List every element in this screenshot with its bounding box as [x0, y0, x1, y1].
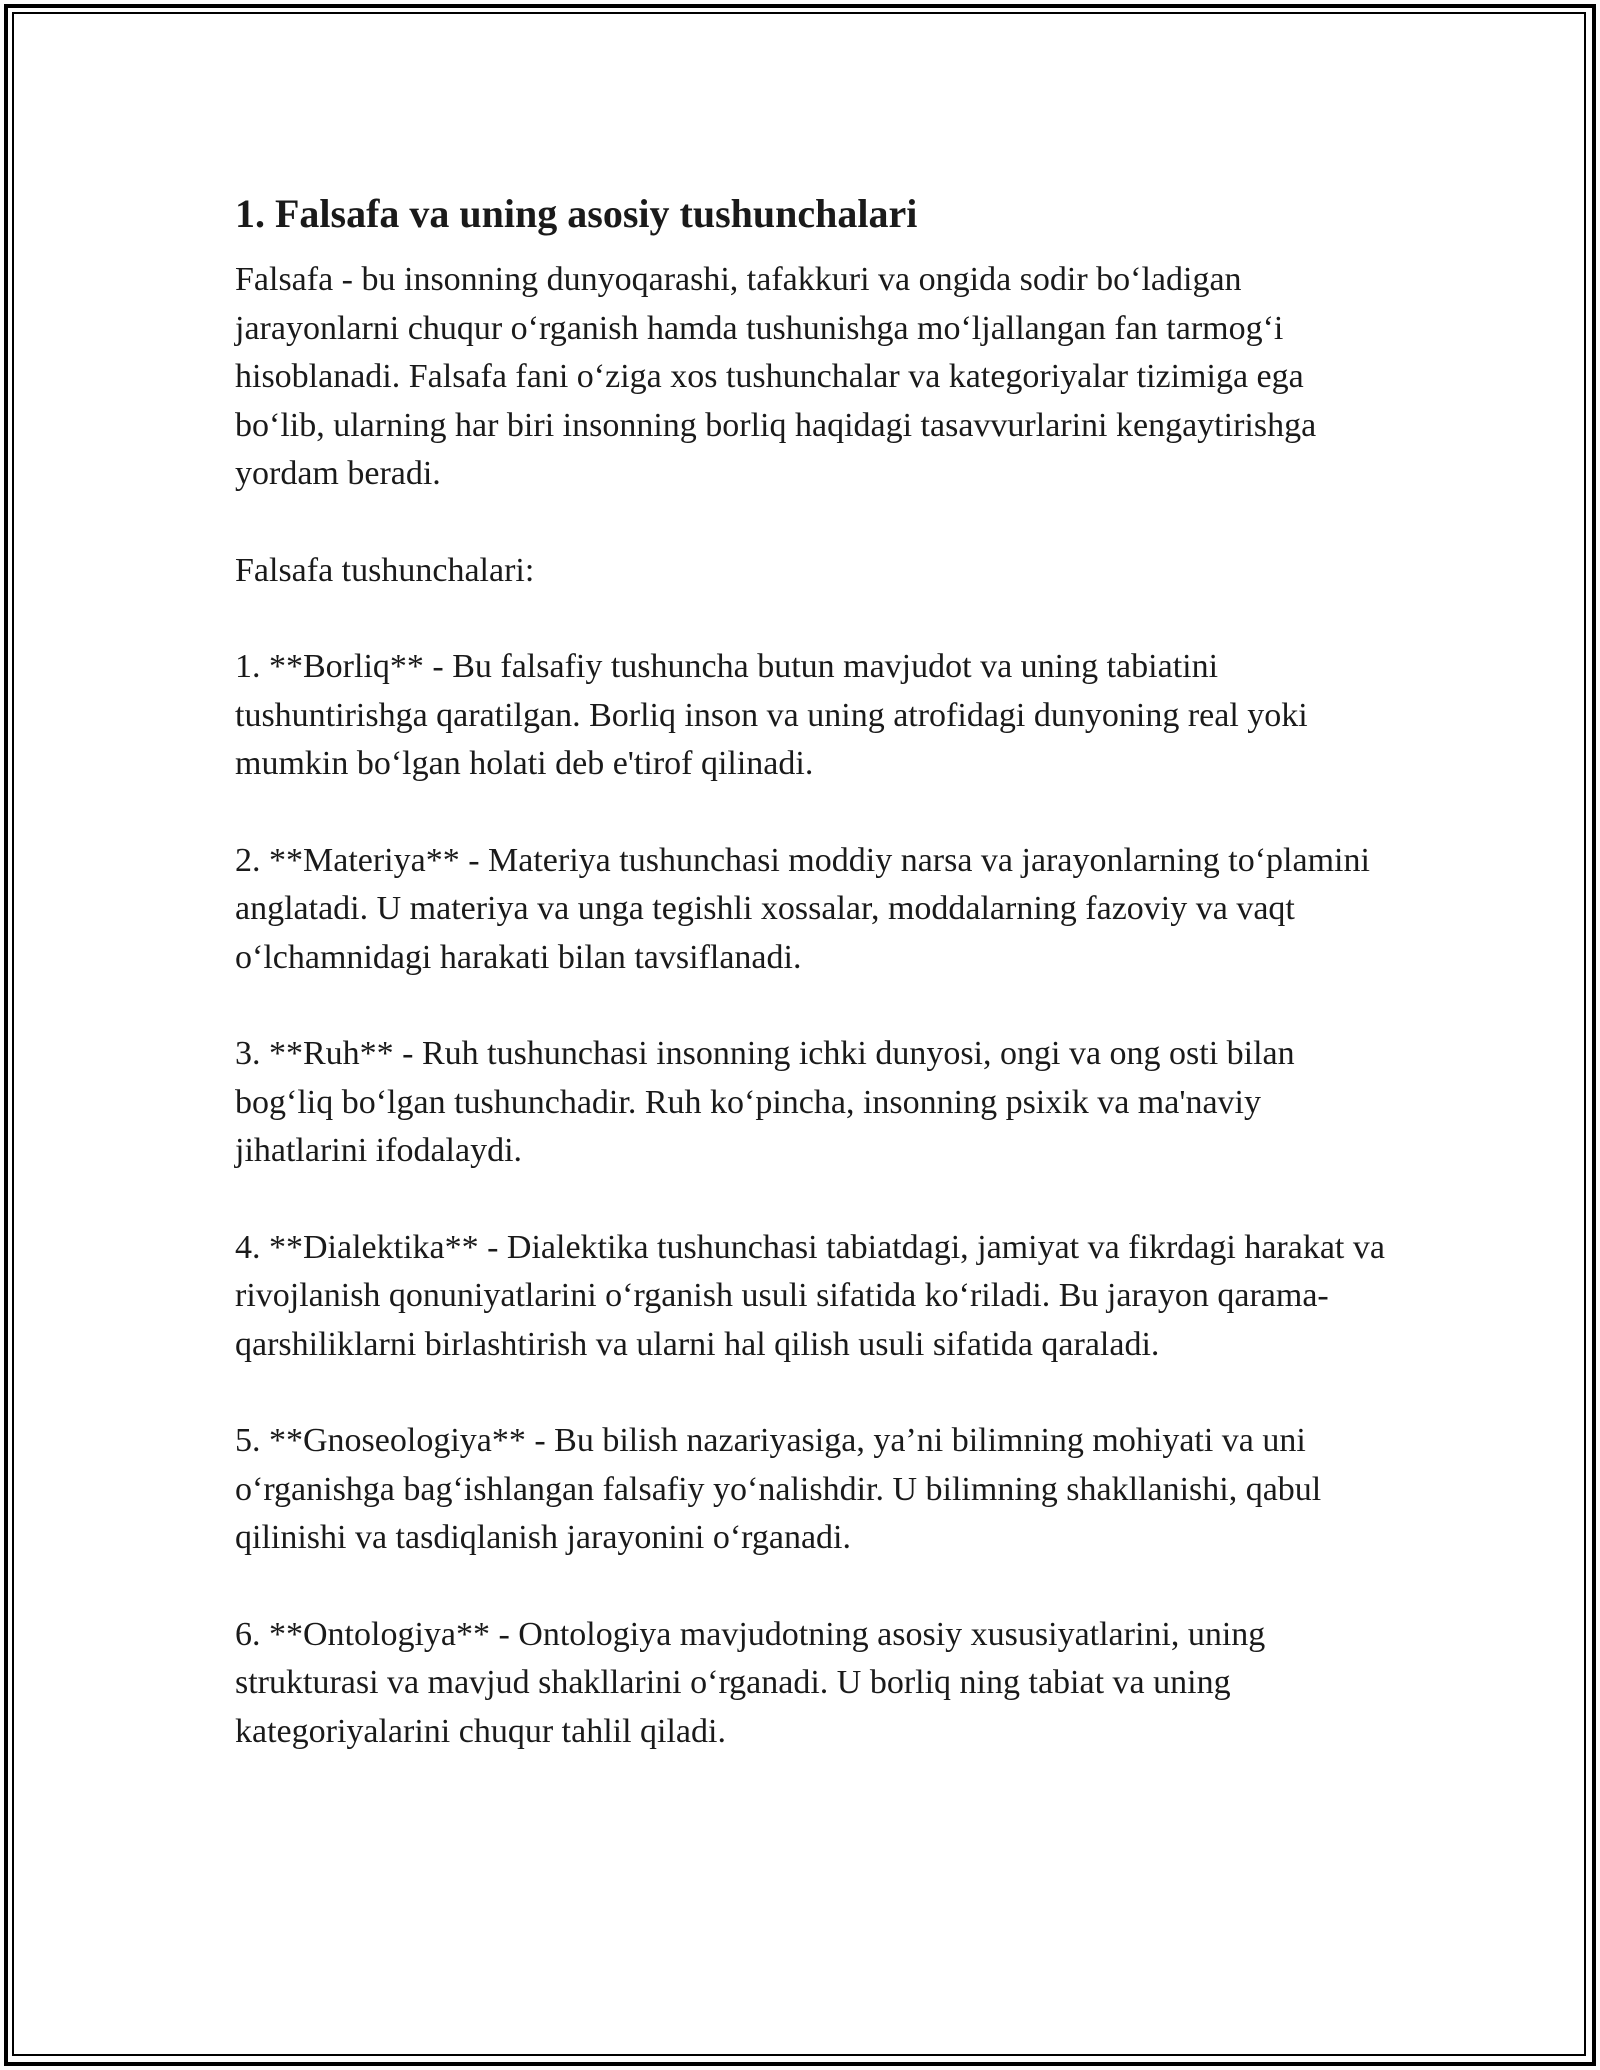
document-body — [235, 186, 1385, 1804]
section-heading: 1. Falsafa va uning asosiy tushunchalari — [235, 191, 918, 236]
concept-item-dialektika: 4. **Dialektika** - Dialektika tushunchasi tabiatdagi, jamiyat va fikrdagi harakat va rivojlanish qonuniyatlarini o‘rganish usuli sifatida ko‘riladi. Bu jarayon qarama-qarshiliklarni birlashtirish va ularni hal qilish usuli sifatida qaraladi. — [235, 1228, 1385, 1363]
concepts-list — [235, 643, 1385, 1756]
concept-item-ruh: 3. **Ruh** - Ruh tushunchasi insonning ichki dunyosi, ongi va ong osti bilan bog‘liq bo‘lgan tushunchadir. Ruh ko‘pincha, insonning psixik va ma'naviy jihatlarini ifodalaydi. — [235, 1035, 1295, 1169]
concept-item-ontologiya: 6. **Ontologiya** - Ontologiya mavjudotning asosiy xususiyatlarini, uning strukturasi va mavjud shakllarini o‘rganadi. U borliq ning tabiat va uning kategoriyalarini chuqur tahlil qiladi. — [235, 1615, 1266, 1750]
concept-item-gnoseologiya: 5. **Gnoseologiya** - Bu bilish nazariyasiga, ya’ni bilimning mohiyati va uni o‘rganishga bag‘ishlangan falsafiy yo‘nalishdir. U bilimning shakllanishi, qabul qilinishi va tasdiqlanish jarayonini o‘rganadi. — [235, 1422, 1322, 1556]
concepts-list-intro: Falsafa tushunchalari: — [235, 551, 535, 589]
concept-item-materiya: 2. **Materiya** - Materiya tushunchasi moddiy narsa va jarayonlarning to‘plamini anglatadi. U materiya va unga tegishli xossalar, moddalarning fazoviy va vaqt o‘lchamnidagi harakati bilan tavsiflanadi. — [235, 841, 1370, 976]
concept-item-borliq: 1. **Borliq** - Bu falsafiy tushuncha butun mavjudot va uning tabiatini tushuntirishga qaratilgan. Borliq inson va uning atrofidagi dunyoning real yoki mumkin bo‘lgan holati deb e'tirof qilinadi. — [235, 648, 1308, 782]
intro-paragraph: Falsafa - bu insonning dunyoqarashi, tafakkuri va ongida sodir bo‘ladigan jarayonlarni chuqur o‘rganish hamda tushunishga mo‘ljallangan fan tarmog‘i hisoblanadi. Falsafa fani o‘ziga xos tushunchalar va kategoriyalar tizimiga ega bo‘lib, ularning har biri insonning borliq haqidagi tasavvurlarini kengaytirishga yordam beradi. — [235, 261, 1317, 492]
